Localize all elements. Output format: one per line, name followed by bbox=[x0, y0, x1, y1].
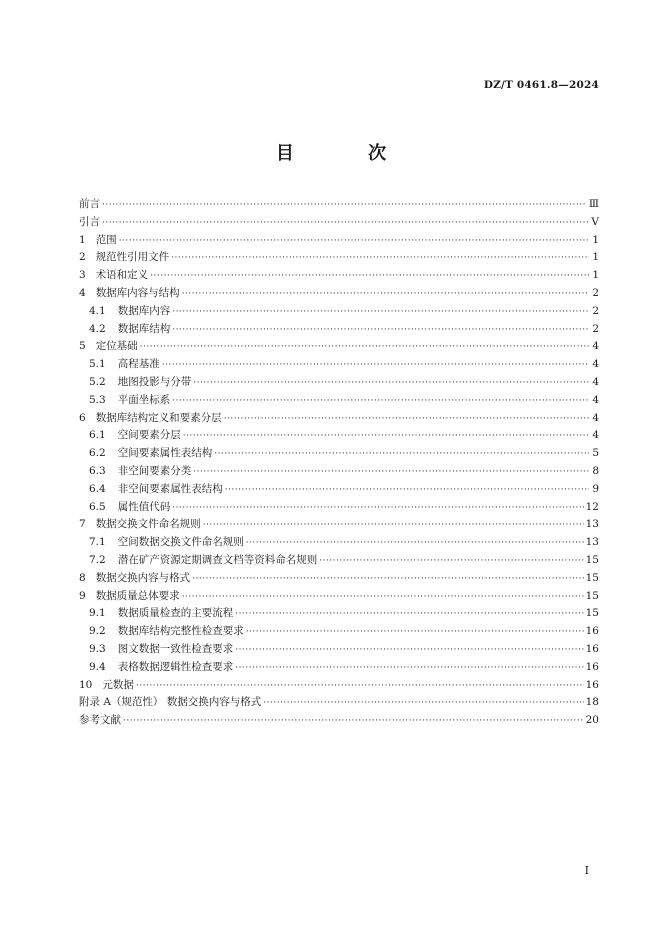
toc-entry[interactable] bbox=[79, 338, 599, 356]
toc-entry-page: Ⅲ bbox=[588, 198, 599, 210]
page-number: I bbox=[584, 864, 589, 877]
toc-entry-page: 15 bbox=[585, 571, 599, 584]
toc-dot-leader bbox=[193, 467, 589, 477]
toc-dot-leader bbox=[246, 538, 584, 548]
toc-entry-page: 9 bbox=[592, 482, 599, 495]
toc-entry-number: 5.2 bbox=[89, 375, 106, 388]
toc-dot-leader bbox=[182, 592, 584, 602]
toc-entry[interactable] bbox=[79, 196, 599, 214]
toc-entry-number: 7.1 bbox=[89, 536, 106, 549]
toc-dot-leader bbox=[136, 681, 584, 691]
toc-entry-number: 5.1 bbox=[89, 358, 106, 371]
toc-entry-label bbox=[89, 605, 233, 620]
toc-entry-text: 数据库结构定义和要素分层 bbox=[95, 411, 222, 424]
toc-entry-number: 4.1 bbox=[89, 304, 106, 317]
toc-entry-number: 4.2 bbox=[89, 322, 106, 335]
toc-entry[interactable] bbox=[79, 605, 599, 623]
toc-dot-leader bbox=[102, 200, 587, 210]
toc-entry-text: 数据质量检查的主要流程 bbox=[117, 607, 234, 620]
toc-dot-leader bbox=[225, 485, 589, 495]
toc-entry-text: 数据库内容与结构 bbox=[95, 286, 180, 299]
toc-entry-text: 术语和定义 bbox=[95, 269, 149, 282]
toc-entry-text: 高程基准 bbox=[117, 358, 160, 371]
toc-dot-leader bbox=[235, 609, 583, 619]
toc-entry[interactable] bbox=[79, 427, 599, 445]
toc-entry[interactable] bbox=[79, 499, 599, 517]
toc-entry-number: 6.5 bbox=[89, 500, 106, 513]
toc-dot-leader bbox=[150, 271, 589, 281]
toc-entry-text: 元数据 bbox=[102, 678, 134, 691]
toc-dot-leader bbox=[235, 645, 583, 655]
toc-entry-text: 非空间要素属性表结构 bbox=[117, 482, 223, 495]
toc-entry-page: 15 bbox=[585, 553, 599, 566]
toc-dot-leader bbox=[183, 431, 589, 441]
toc-entry-page: 15 bbox=[585, 589, 599, 602]
toc-entry-page: 2 bbox=[592, 304, 599, 317]
toc-entry[interactable] bbox=[79, 570, 599, 588]
toc-dot-leader bbox=[172, 325, 589, 335]
toc-entry[interactable] bbox=[79, 623, 599, 641]
toc-dot-leader bbox=[214, 449, 589, 459]
toc-dot-leader bbox=[263, 698, 583, 708]
toc-entry-text: 空间数据交换文件命名规则 bbox=[117, 536, 244, 549]
toc-entry-page: 20 bbox=[585, 714, 599, 727]
toc-dot-leader bbox=[123, 716, 584, 726]
toc-entry-label bbox=[79, 196, 100, 211]
toc-entry-label bbox=[89, 321, 170, 336]
toc-dot-leader bbox=[182, 289, 589, 299]
toc-entry-page: 15 bbox=[585, 607, 599, 620]
toc-dot-leader bbox=[102, 218, 589, 228]
toc-entry-label bbox=[79, 285, 180, 300]
toc-entry-label bbox=[79, 570, 190, 585]
toc-entry-label bbox=[79, 249, 169, 264]
toc-entry-text: 定位基础 bbox=[95, 340, 138, 353]
toc-entry-number: 7 bbox=[79, 518, 86, 531]
toc-entry-label bbox=[89, 481, 223, 496]
toc-entry-page: 12 bbox=[585, 500, 599, 513]
toc-entry[interactable] bbox=[79, 659, 599, 677]
toc-entry-number: 1 bbox=[79, 233, 86, 246]
toc-entry-page: 4 bbox=[592, 411, 599, 424]
toc-dot-leader bbox=[162, 360, 589, 370]
toc-entry-number: 4 bbox=[79, 286, 86, 299]
toc-entry-label bbox=[79, 712, 121, 727]
toc-entry-label bbox=[89, 303, 170, 318]
toc-entry-page: 5 bbox=[592, 447, 599, 460]
toc-entry-text: 参考文献 bbox=[79, 714, 121, 727]
document-code: DZ/T 0461.8—2024 bbox=[483, 79, 599, 91]
toc-entry-label bbox=[89, 641, 233, 656]
toc-dot-leader bbox=[246, 627, 584, 637]
toc-dot-leader bbox=[235, 663, 583, 673]
toc-entry-text: 前言 bbox=[79, 198, 100, 210]
toc-entry-page: 16 bbox=[585, 660, 599, 673]
toc-entry-text: 数据质量总体要求 bbox=[95, 589, 180, 602]
toc-entry-label bbox=[79, 338, 138, 353]
toc-entry[interactable] bbox=[79, 303, 599, 321]
toc-entry-text: 非空间要素分类 bbox=[117, 464, 192, 477]
toc-entry[interactable] bbox=[79, 481, 599, 499]
toc-entry-label bbox=[89, 392, 170, 407]
toc-entry-text: 属性值代码 bbox=[117, 500, 171, 513]
toc-dot-leader bbox=[171, 253, 589, 263]
toc-entry[interactable] bbox=[79, 588, 599, 606]
toc-entry[interactable] bbox=[79, 374, 599, 392]
toc-dot-leader bbox=[140, 342, 589, 352]
toc-entry-text: 数据库结构完整性检查要求 bbox=[117, 625, 244, 638]
toc-dot-leader bbox=[119, 236, 589, 246]
toc-entry-text: 数据库内容 bbox=[117, 304, 171, 317]
toc-entry-number: 5.3 bbox=[89, 393, 106, 406]
toc-entry-label bbox=[89, 427, 181, 442]
toc-entry-number: 7.2 bbox=[89, 553, 106, 566]
toc-entry[interactable] bbox=[79, 552, 599, 570]
toc-entry[interactable] bbox=[79, 712, 599, 730]
toc-entry-number: 8 bbox=[79, 571, 86, 584]
toc-entry-label bbox=[79, 694, 261, 709]
toc-entry[interactable] bbox=[79, 463, 599, 481]
toc-entry-number: 6 bbox=[79, 411, 86, 424]
toc-entry-text: 数据库结构 bbox=[117, 322, 171, 335]
toc-entry[interactable] bbox=[79, 321, 599, 339]
toc-entry-page: 16 bbox=[585, 625, 599, 638]
toc-entry-text: 潜在矿产资源定期调查文档等资料命名规则 bbox=[117, 553, 318, 566]
toc-entry-number: 5 bbox=[79, 340, 86, 353]
toc-entry-label bbox=[79, 516, 201, 531]
toc-entry-label bbox=[89, 356, 160, 371]
toc-entry-number: 9.2 bbox=[89, 625, 106, 638]
toc-dot-leader bbox=[192, 574, 583, 584]
toc-dot-leader bbox=[203, 520, 584, 530]
toc-entry[interactable] bbox=[79, 356, 599, 374]
toc-entry[interactable] bbox=[79, 410, 599, 428]
toc-entry-text: 空间要素分层 bbox=[117, 429, 181, 442]
toc-entry[interactable] bbox=[79, 677, 599, 695]
toc-entry[interactable] bbox=[79, 249, 599, 267]
toc-entry-number: 9.4 bbox=[89, 660, 106, 673]
toc-entry[interactable] bbox=[79, 232, 599, 250]
toc-entry-label bbox=[89, 499, 170, 514]
toc-entry[interactable] bbox=[79, 534, 599, 552]
toc-entry-page: 4 bbox=[592, 375, 599, 388]
toc-entry-page: 2 bbox=[592, 322, 599, 335]
toc-entry-label bbox=[89, 552, 317, 567]
toc-entry-number: 6.2 bbox=[89, 447, 106, 460]
toc-entry[interactable] bbox=[79, 694, 599, 712]
toc-entry-page: 4 bbox=[592, 358, 599, 371]
toc-entry-text: 引言 bbox=[79, 215, 100, 228]
toc-dot-leader bbox=[319, 556, 583, 566]
toc-entry[interactable] bbox=[79, 516, 599, 534]
toc-entry-label bbox=[79, 677, 134, 692]
toc-entry-label bbox=[79, 588, 180, 603]
toc-entry-label bbox=[89, 445, 212, 460]
toc-entry-label bbox=[89, 659, 233, 674]
toc-entry-page: 18 bbox=[585, 696, 599, 709]
toc-entry-text: 附录 A（规范性） 数据交换内容与格式 bbox=[79, 696, 262, 709]
toc-entry-text: 表格数据逻辑性检查要求 bbox=[117, 660, 234, 673]
toc-entry-label bbox=[79, 214, 100, 229]
toc-dot-leader bbox=[193, 378, 589, 388]
toc-entry-number: 9.1 bbox=[89, 607, 106, 620]
toc-entry-number: 9.3 bbox=[89, 642, 106, 655]
toc-entry-number: 3 bbox=[79, 269, 86, 282]
page-title: 目 次 bbox=[275, 143, 421, 164]
toc-dot-leader bbox=[172, 307, 589, 317]
toc-entry-page: 16 bbox=[585, 678, 599, 691]
toc-entry-page: Ⅴ bbox=[591, 215, 599, 228]
toc-entry-label bbox=[89, 534, 244, 549]
toc-entry-text: 图文数据一致性检查要求 bbox=[117, 642, 234, 655]
toc-entry-page: 1 bbox=[592, 269, 599, 282]
toc-entry-page: 4 bbox=[592, 393, 599, 406]
toc-entry-number: 10 bbox=[79, 678, 93, 691]
toc-entry-page: 8 bbox=[592, 464, 599, 477]
toc-entry-text: 数据交换内容与格式 bbox=[95, 571, 191, 584]
toc-entry[interactable] bbox=[79, 392, 599, 410]
toc-entry-label bbox=[89, 623, 244, 638]
toc-dot-leader bbox=[172, 396, 589, 406]
toc-entry[interactable] bbox=[79, 445, 599, 463]
toc-entry-page: 2 bbox=[592, 286, 599, 299]
toc-entry-text: 规范性引用文件 bbox=[95, 251, 170, 264]
toc-entry-label bbox=[79, 232, 117, 247]
toc-entry[interactable] bbox=[79, 285, 599, 303]
toc-entry-text: 空间要素属性表结构 bbox=[117, 447, 213, 460]
toc-entry-text: 平面坐标系 bbox=[117, 393, 171, 406]
toc-entry-label bbox=[89, 374, 191, 389]
toc-entry-page: 4 bbox=[592, 340, 599, 353]
toc-entry-number: 6.3 bbox=[89, 464, 106, 477]
toc-entry[interactable] bbox=[79, 214, 599, 232]
toc-entry-number: 6.1 bbox=[89, 429, 106, 442]
toc-entry-page: 13 bbox=[585, 518, 599, 531]
toc-entry-number: 6.4 bbox=[89, 482, 106, 495]
toc-entry[interactable] bbox=[79, 641, 599, 659]
toc-entry-label bbox=[79, 410, 222, 425]
toc-entry-number: 9 bbox=[79, 589, 86, 602]
toc-entry[interactable] bbox=[79, 267, 599, 285]
toc-entry-page: 1 bbox=[592, 251, 599, 264]
toc-entry-text: 范围 bbox=[95, 233, 117, 246]
table-of-contents bbox=[79, 196, 599, 730]
toc-entry-label bbox=[89, 463, 191, 478]
toc-entry-page: 4 bbox=[592, 429, 599, 442]
toc-entry-page: 13 bbox=[585, 536, 599, 549]
toc-entry-label bbox=[79, 267, 148, 282]
toc-dot-leader bbox=[224, 414, 589, 424]
toc-entry-page: 16 bbox=[585, 642, 599, 655]
toc-entry-text: 地图投影与分带 bbox=[117, 375, 192, 388]
toc-entry-text: 数据交换文件命名规则 bbox=[95, 518, 201, 531]
toc-dot-leader bbox=[172, 503, 583, 513]
toc-entry-page: 1 bbox=[592, 233, 599, 246]
toc-entry-number: 2 bbox=[79, 251, 86, 264]
